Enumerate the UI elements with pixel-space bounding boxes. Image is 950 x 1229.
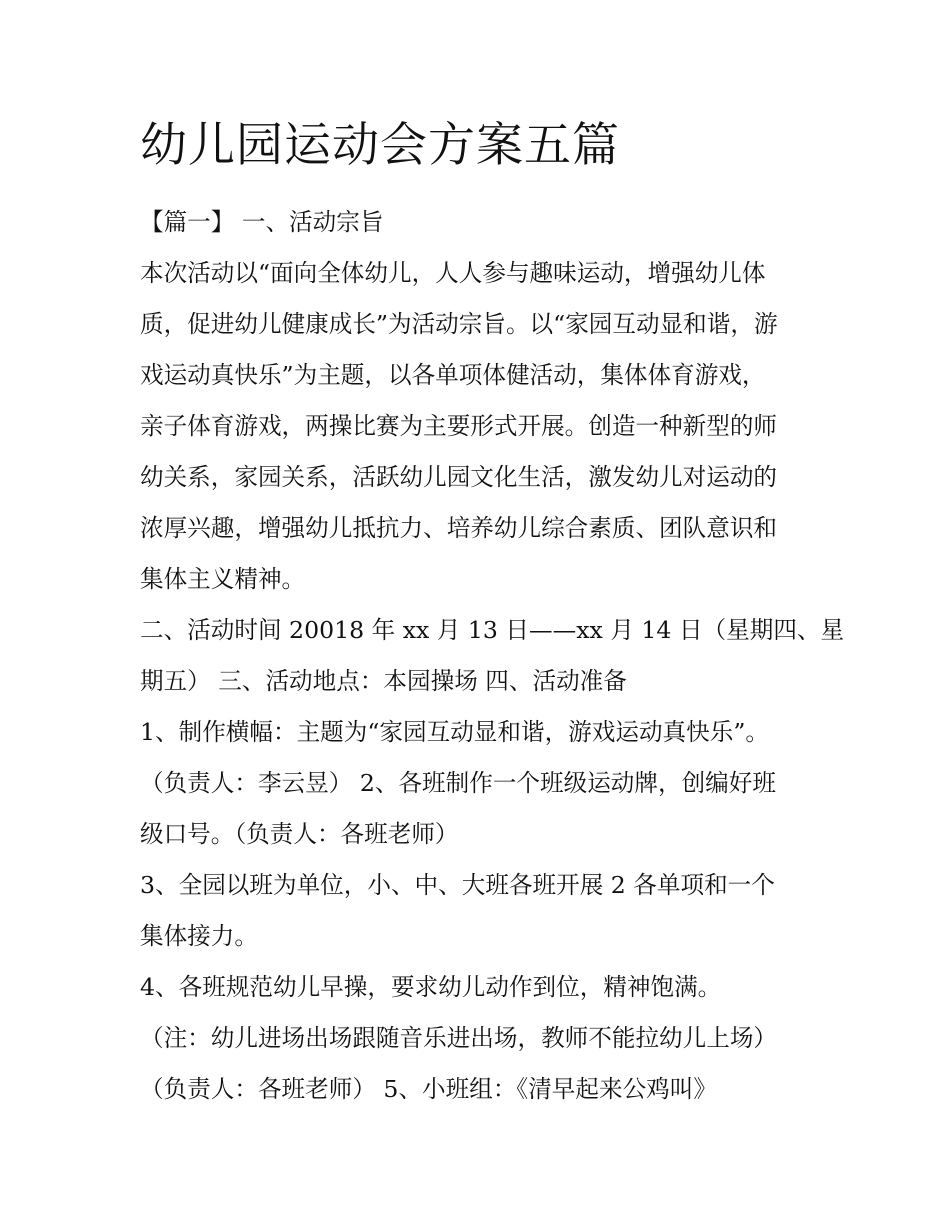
text-line: 二、活动时间 20018 年 xx 月 13 日——xx 月 14 日（星期四、星 (140, 616, 845, 644)
text-line: （注：幼儿进场出场跟随音乐进出场，教师不能拉幼儿上场） (140, 1024, 778, 1052)
text-line: 戏运动真快乐”为主题，以各单项体健活动，集体体育游戏， (140, 361, 766, 389)
text-line: 集体主义精神。 (140, 565, 306, 593)
text-line: 期五） 三、活动地点：本园操场 四、活动准备 (140, 667, 627, 695)
text-line: 【篇一】 一、活动宗旨 (140, 208, 384, 236)
text-line: 质，促进幼儿健康成长”为活动宗旨。以“家园互动显和谐，游 (140, 310, 778, 338)
text-line: 级口号。（负责人：各班老师） (140, 820, 459, 848)
text-line: 本次活动以“面向全体幼儿，人人参与趣味运动，增强幼儿体 (140, 259, 766, 287)
text-line: 1、制作横幅：主题为“家园互动显和谐，游戏运动真快乐”。 (140, 718, 769, 746)
text-line: 集体接力。 (140, 922, 258, 950)
text-line: （负责人：各班老师） 5、小班组：《清早起来公鸡叫》 (140, 1075, 717, 1103)
text-line: 幼关系，家园关系，活跃幼儿园文化生活，激发幼儿对运动的 (140, 463, 778, 491)
text-line: 浓厚兴趣，增强幼儿抵抗力、培养幼儿综合素质、团队意识和 (140, 514, 778, 542)
document-title: 幼儿园运动会方案五篇 (140, 118, 620, 173)
text-line: 3、全园以班为单位，小、中、大班各班开展 2 各单项和一个 (140, 871, 775, 899)
document-body (140, 197, 845, 1115)
text-line: （负责人：李云昱） 2、各班制作一个班级运动牌，创编好班 (140, 769, 776, 797)
text-line: 亲子体育游戏，两操比赛为主要形式开展。创造一种新型的师 (140, 412, 778, 440)
text-line: 4、各班规范幼儿早操，要求幼儿动作到位，精神饱满。 (140, 973, 722, 1001)
